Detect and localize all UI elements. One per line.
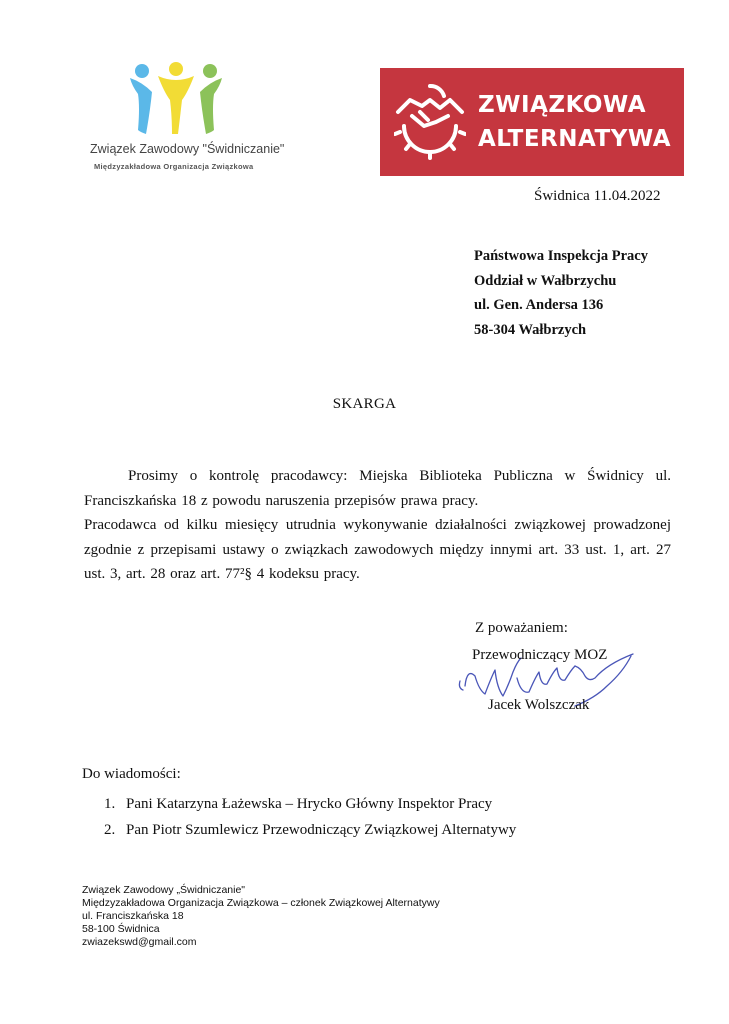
people-logo-icon [128, 62, 224, 138]
list-item-text: Pan Piotr Szumlewicz Przewodniczący Związkowej Alternatywy [126, 822, 517, 838]
org-subtitle: Międzyzakładowa Organizacja Związkowa [94, 162, 254, 171]
footer-line: ul. Franciszkańska 18 [82, 910, 184, 922]
letter-title: SKARGA [332, 396, 397, 412]
letter-body [84, 464, 671, 587]
banner-zwiazkowa-alternatywa [380, 68, 684, 176]
cc-list [104, 791, 516, 843]
recipient-line: ul. Gen. Andersa 136 [474, 297, 604, 313]
letter-date: Świdnica 11.04.2022 [534, 188, 661, 204]
recipient-line: Państwowa Inspekcja Pracy [474, 248, 648, 264]
signer-position: Przewodniczący MOZ [472, 647, 608, 663]
recipient-address [474, 244, 648, 342]
footer-line: 58-100 Świdnica [82, 923, 160, 935]
closing-greeting: Z poważaniem: [475, 620, 568, 636]
banner-line-1: ZWIĄZKOWA [478, 92, 647, 118]
footer-email: zwiazekswd@gmail.com [82, 936, 197, 948]
list-number: 2. [104, 822, 116, 838]
org-name: Związek Zawodowy "Świdniczanie" [90, 142, 285, 156]
footer-address [82, 884, 440, 949]
body-paragraph: Pracodawca od kilku miesięcy utrudnia wykonywanie działalności związkowej prowadzonej zgodnie z przepisami ustawy o związkach zawodowych między innymi art. 33 ust. 1, art. 27 ust. 3, art. 28 oraz art. 77²§ 4 kodeksu pracy. [84, 517, 671, 582]
footer-line: Związek Zawodowy „Świdniczanie" [82, 884, 246, 896]
list-item [104, 791, 516, 817]
recipient-line: Oddział w Wałbrzychu [474, 272, 617, 289]
list-number: 1. [104, 796, 116, 812]
logo-swidniczanie [88, 62, 308, 180]
cc-heading: Do wiadomości: [82, 766, 181, 782]
signer-name: Jacek Wolszczak [488, 697, 590, 713]
body-paragraph: Prosimy o kontrolę pracodawcy: Miejska Biblioteka Publiczna w Świdnicy ul. Franciszkańska 18 z powodu naruszenia przepisów prawa pracy. [84, 468, 671, 509]
gear-handshake-icon [394, 82, 466, 160]
banner-line-2: ALTERNATYWA [478, 126, 672, 152]
list-item [104, 817, 516, 843]
list-item-text: Pani Katarzyna Łażewska – Hrycko Główny Inspektor Pracy [126, 796, 493, 812]
recipient-line: 58-304 Wałbrzych [474, 321, 587, 338]
footer-line: Międzyzakładowa Organizacja Związkowa – członek Związkowej Alternatywy [82, 897, 440, 909]
